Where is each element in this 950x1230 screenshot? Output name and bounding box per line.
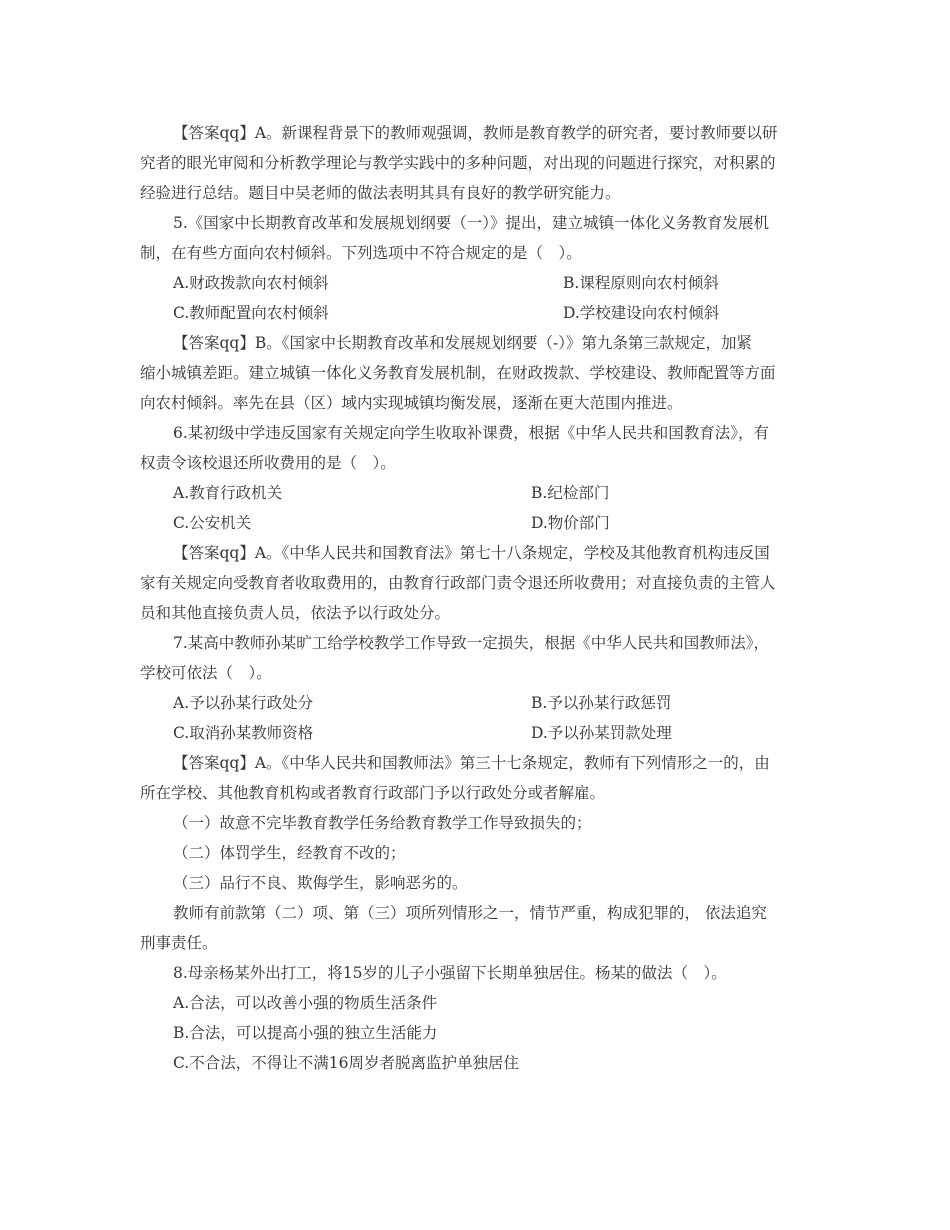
question-6-options-row-1 [140, 478, 810, 508]
answer-7-tail-line-2: 刑事责任。 [140, 934, 218, 952]
page-content [140, 118, 810, 1078]
question-7-line-2: 学校可依法（ ）。 [140, 664, 272, 682]
question-5-line-2: 制，在有些方面向农村倾斜。下列选项中不符合规定的是（ ）。 [140, 244, 582, 262]
q8-option-c: C.不合法，不得让不满16周岁者脱离监护单独居住 [173, 1054, 519, 1072]
q6-option-c: C.公安机关 [173, 514, 252, 532]
q7-option-a: A.予以孙某行政处分 [173, 694, 314, 712]
question-5-options-row-2 [140, 298, 810, 328]
q5-option-d: D.学校建设向农村倾斜 [563, 304, 720, 322]
q7-option-d: D.予以孙某罚款处理 [531, 724, 672, 742]
answer-4-line-2: 究者的眼光审阅和分析教学理论与教学实践中的多种问题，对出现的问题进行探究，对积累的 [140, 154, 776, 172]
q8-option-b: B.合法，可以提高小强的独立生活能力 [173, 1024, 438, 1042]
q5-option-a: A.财政拨款向农村倾斜 [173, 274, 329, 292]
question-5-line-1: 5.《国家中长期教育改革和发展规划纲要（一）》提出，建立城镇一体化义务教育发展机 [173, 214, 770, 232]
answer-7-tail-line-1: 教师有前款第（二）项、第（三）项所列情形之一，情节严重，构成犯罪的， 依法追究 [173, 904, 767, 922]
answer-7-item-2: （二）体罚学生，经教育不改的； [173, 844, 406, 862]
question-7-options-row-1 [140, 688, 810, 718]
q6-option-b: B.纪检部门 [531, 484, 610, 502]
q7-option-b: B.予以孙某行政惩罚 [531, 694, 672, 712]
answer-7-item-1: （一）故意不完毕教育教学任务给教育教学工作导致损失的； [173, 814, 592, 832]
q7-option-c: C.取消孙某教师资格 [173, 724, 314, 742]
question-7-options-row-2 [140, 718, 810, 748]
answer-4-line-3: 经验进行总结。题目中吴老师的做法表明其具有良好的教学研究能力。 [140, 184, 621, 202]
answer-6-line-3: 员和其他直接负责人员，依法予以行政处分。 [140, 604, 451, 622]
answer-5-line-2: 缩小城镇差距。建立城镇一体化义务教育发展机制，在财政拨款、学校建设、教师配置等方面 [140, 364, 776, 382]
q6-option-d: D.物价部门 [531, 514, 610, 532]
answer-7-item-3: （三）品行不良、欺侮学生，影响恶劣的。 [173, 874, 468, 892]
q5-option-b: B.课程原则向农村倾斜 [563, 274, 719, 292]
question-6-options-row-2 [140, 508, 810, 538]
q6-option-a: A.教育行政机关 [173, 484, 283, 502]
question-6-line-1: 6.某初级中学违反国家有关规定向学生收取补课费，根据《中华人民共和国教育法》，有 [173, 424, 770, 442]
answer-4-line-1: 【答案qq】A。新课程背景下的教师观强调，教师是教育教学的研究者，要讨教师要以研 [173, 124, 778, 142]
question-5-options-row-1 [140, 268, 810, 298]
answer-7-line-1: 【答案qq】A。《中华人民共和国教师法》第三十七条规定，教师有下列情形之一的，由 [173, 754, 770, 772]
question-6-line-2: 权责令该校退还所收费用的是（ ）。 [140, 454, 396, 472]
q8-option-a: A.合法，可以改善小强的物质生活条件 [173, 994, 438, 1012]
question-8-line-1: 8.母亲杨某外出打工，将15岁的儿子小强留下长期单独居住。杨某的做法（ ）。 [173, 964, 727, 982]
answer-6-line-2: 家有关规定向受教育者收取费用的，由教育行政部门责令退还所收费用；对直接负责的主管人 [140, 574, 776, 592]
answer-5-line-3: 向农村倾斜。率先在县（区）域内实现城镇均衡发展，逐渐在更大范围内推进。 [140, 394, 683, 412]
q5-option-c: C.教师配置向农村倾斜 [173, 304, 329, 322]
question-7-line-1: 7.某高中教师孙某旷工给学校教学工作导致一定损失，根据《中华人民共和国教师法》， [173, 634, 770, 652]
answer-7-line-2: 所在学校、其他教育机构或者教育行政部门予以行政处分或者解雇。 [140, 784, 606, 802]
answer-5-line-1: 【答案qq】B。《国家中长期教育改革和发展规划纲要（-）》第九条第三款规定，加紧 [173, 334, 752, 352]
answer-6-line-1: 【答案qq】A。《中华人民共和国教育法》第七十八条规定，学校及其他教育机构违反国 [173, 544, 770, 562]
